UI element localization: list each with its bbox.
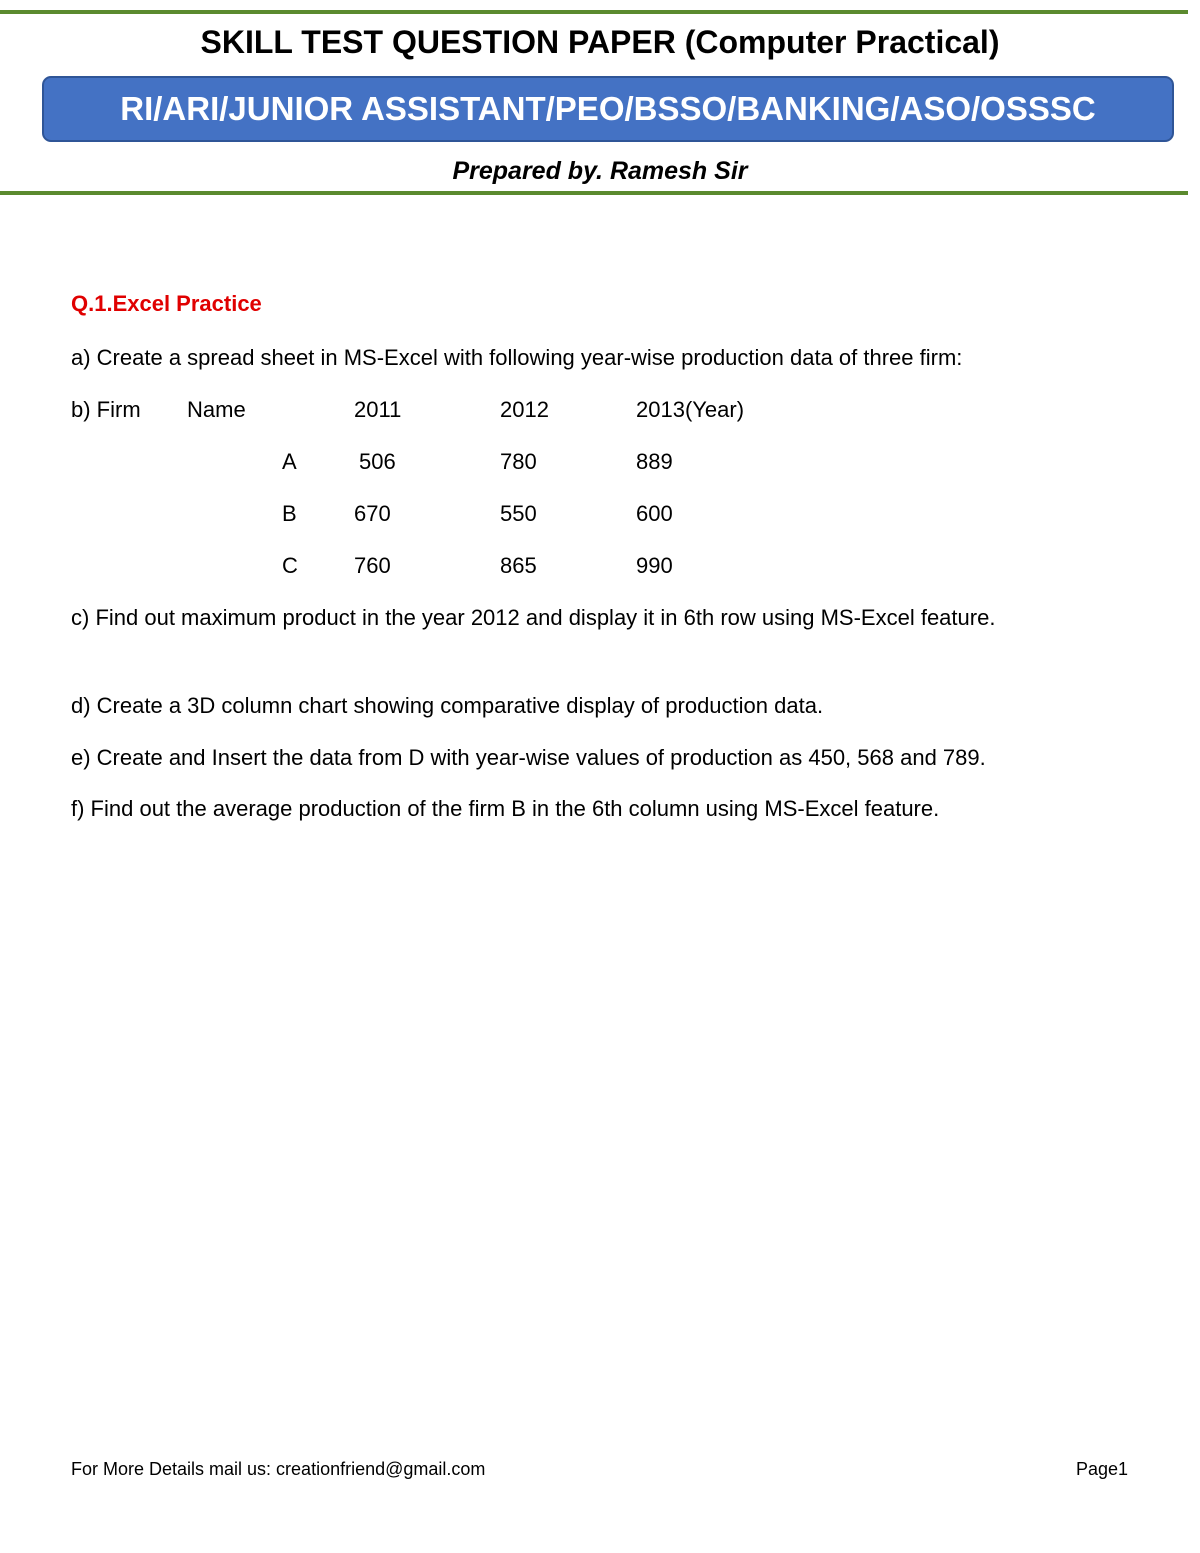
footer-contact: For More Details mail us: creationfriend@gmail.com <box>71 1459 486 1479</box>
table-cell: 670 <box>354 501 391 526</box>
table-header-2011: 2011 <box>354 397 402 422</box>
question-part-f: f) Find out the average production of the firm B in the 6th column using MS-Excel feature. <box>71 796 940 821</box>
table-cell: 760 <box>354 553 391 578</box>
page-title: SKILL TEST QUESTION PAPER (Computer Practical) <box>200 24 1000 60</box>
question-part-e: e) Create and Insert the data from D with year-wise values of production as 450, 568 and 789. <box>71 745 986 770</box>
header-divider <box>0 191 1188 195</box>
exam-banner: RI/ARI/JUNIOR ASSISTANT/PEO/BSSO/BANKING/ASO/OSSSC <box>42 76 1174 142</box>
table-row-firm: C <box>282 553 298 578</box>
table-row-firm: A <box>282 449 297 474</box>
table-cell: 889 <box>636 449 673 474</box>
page-number: Page1 <box>1076 1459 1129 1479</box>
table-cell: 990 <box>636 553 673 578</box>
prepared-by: Prepared by. Ramesh Sir <box>452 157 748 185</box>
table-header-2013: 2013(Year) <box>636 397 745 422</box>
table-header-2012: 2012 <box>500 397 549 422</box>
top-divider <box>0 10 1188 14</box>
question-part-c: c) Find out maximum product in the year 2012 and display it in 6th row using MS-Excel feature. <box>71 605 996 630</box>
table-row-firm: B <box>282 501 297 526</box>
table-cell: 550 <box>500 501 537 526</box>
question-part-d: d) Create a 3D column chart showing comparative display of production data. <box>71 693 824 718</box>
table-cell: 506 <box>359 449 396 474</box>
question-part-a: a) Create a spread sheet in MS-Excel with following year-wise production data of three firm: <box>71 345 963 370</box>
table-cell: 780 <box>500 449 537 474</box>
table-cell: 865 <box>500 553 537 578</box>
table-cell: 600 <box>636 501 673 526</box>
table-label-name: Name <box>187 397 246 422</box>
question-title: Q.1.Excel Practice <box>71 291 262 316</box>
table-label-firm: b) Firm <box>71 397 141 422</box>
